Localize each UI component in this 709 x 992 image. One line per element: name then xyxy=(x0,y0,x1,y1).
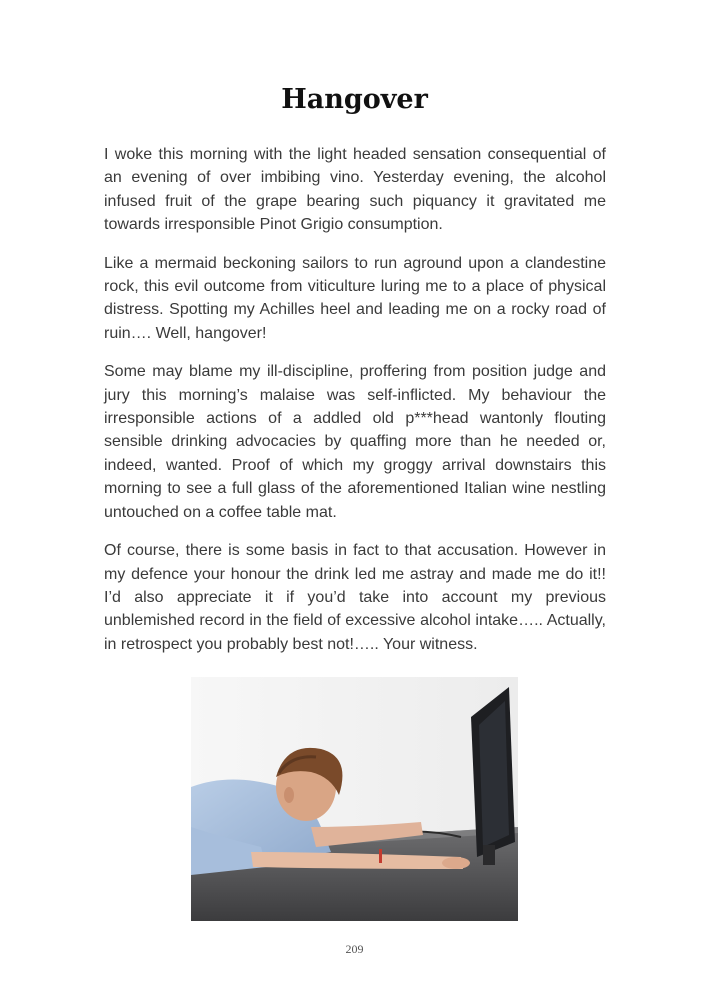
article-body xyxy=(104,143,606,671)
paragraph-3: Some may blame my ill-discipline, proffering from position judge and jury this morning’s malaise was self-inflicted. My behaviour the irresponsible actions of a addled old p***head wantonly flouting sensible drinking advocacies by quaffing more than he needed or, indeed, wanted. Proof of which my groggy arrival downstairs this morning to see a full glass of the aforementioned Italian wine nestling untouched on a coffee table mat. xyxy=(104,363,606,521)
man-on-desk-illustration xyxy=(191,677,518,921)
page-number: 209 xyxy=(345,942,364,956)
paragraph-2: Like a mermaid beckoning sailors to run aground upon a clandestine rock, this evil outcome from viticulture luring me to a place of physical distress. Spotting my Achilles heel and leading me on a rocky road of ruin…. Well, hangover! xyxy=(104,254,606,342)
paragraph-1: I woke this morning with the light headed sensation consequential of an evening of over imbibing vino. Yesterday evening, the alcohol infused fruit of the grape bearing such piquancy it gravitated me towards irresponsible Pinot Grigio consumption. xyxy=(104,146,606,234)
hangover-photo xyxy=(191,677,518,921)
page-title: Hangover xyxy=(281,84,428,115)
paragraph-4: Of course, there is some basis in fact to that accusation. However in my defence your honour the drink led me astray and made me do it!! I’d also appreciate it if you’d take into account my previous unblemished record in the field of excessive alcohol intake….. Actually, in retrospect you probably best not!….. Your witness. xyxy=(104,542,606,653)
